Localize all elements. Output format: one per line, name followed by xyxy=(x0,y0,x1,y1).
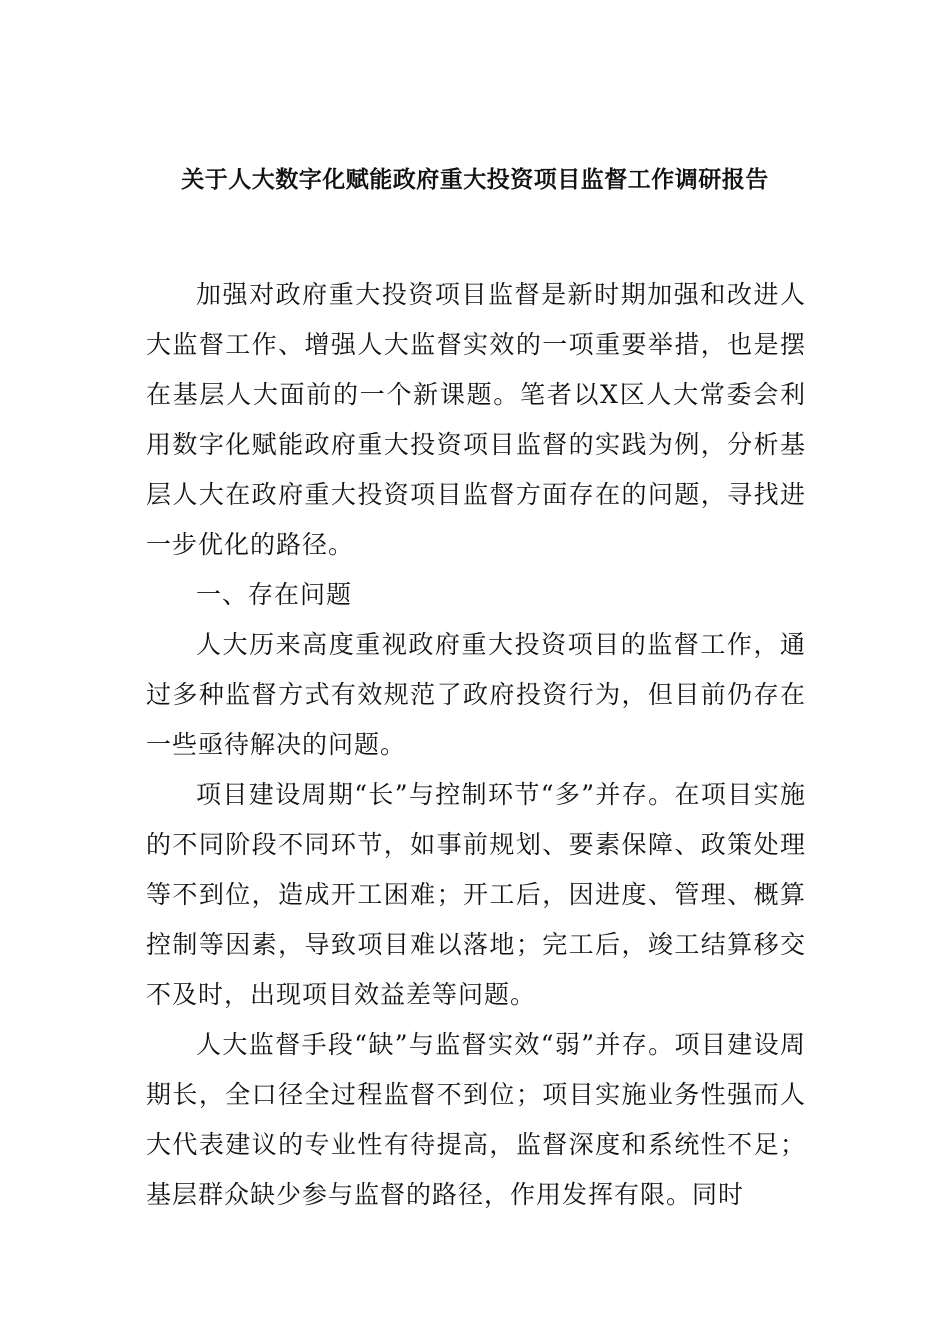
intro-paragraph: 加强对政府重大投资项目监督是新时期加强和改进人大监督工作、增强人大监督实效的一项重要举措，也是摆在基层人大面前的一个新课题。笔者以X区人大常委会利用数字化赋能政府重大投资项目监督的实践为例，分析基层人大在政府重大投资项目监督方面存在的问题，寻找进一步优化的路径。 xyxy=(146,280,806,559)
document-body xyxy=(146,270,806,1220)
problem-paragraph-supervision: 人大监督手段“缺”与监督实效“弱”并存。项目建设周期长，全口径全过程监督不到位；项目实施业务性强而人大代表建议的专业性有待提高，监督深度和系统性不足；基层群众缺少参与监督的路径，作用发挥有限。同时 xyxy=(146,1030,806,1209)
document-title: 关于人大数字化赋能政府重大投资项目监督工作调研报告 xyxy=(181,167,769,193)
problem-paragraph-cycle: 项目建设周期“长”与控制环节“多”并存。在项目实施的不同阶段不同环节，如事前规划、要素保障、政策处理等不到位，造成开工困难；开工后，因进度、管理、概算控制等因素，导致项目难以落地；完工后，竣工结算移交不及时，出现项目效益差等问题。 xyxy=(146,780,806,1009)
section-heading-problems: 一、存在问题 xyxy=(196,580,353,609)
problems-overview-paragraph: 人大历来高度重视政府重大投资项目的监督工作，通过多种监督方式有效规范了政府投资行为，但目前仍存在一些亟待解决的问题。 xyxy=(146,630,806,759)
